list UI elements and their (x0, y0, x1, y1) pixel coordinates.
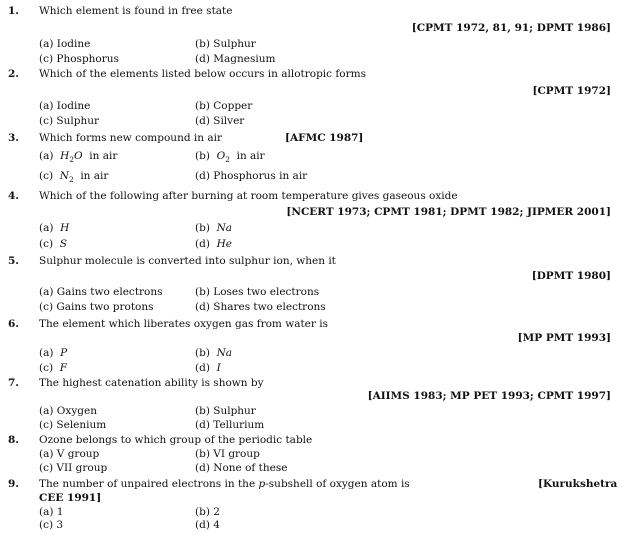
question-source: [MP PMT 1993] (517, 332, 611, 344)
question-source: [CPMT 1972] (532, 85, 611, 97)
option-c[interactable] (39, 238, 67, 252)
option-b[interactable]: (b) Loses two electrons (195, 286, 320, 298)
option-value: Na (216, 347, 233, 359)
option-d[interactable] (195, 238, 232, 252)
option-c[interactable]: (c) Phosphorus (39, 53, 119, 65)
option-suffix: in air (89, 150, 118, 162)
option-b[interactable] (195, 347, 232, 361)
option-label: (d) (195, 362, 210, 374)
question-source: [DPMT 1980] (531, 270, 611, 282)
question-source: [AIIMS 1983; MP PET 1993; CPMT 1997] (367, 390, 611, 402)
question-text: Ozone belongs to which group of the periodic table (39, 434, 313, 446)
option-value: S (59, 238, 67, 250)
option-label: (c) (39, 170, 54, 182)
question-text: Which element is found in free state (39, 5, 233, 17)
option-label: (a) (39, 222, 54, 234)
option-c[interactable]: (c) VII group (39, 462, 108, 474)
option-a[interactable] (39, 347, 67, 361)
question-source: [NCERT 1973; CPMT 1981; DPMT 1982; JIPMER 2001] (286, 206, 611, 218)
option-d[interactable]: (d) 4 (195, 519, 220, 531)
question-text: The highest catenation ability is shown by (39, 377, 264, 389)
question-number: 9. (8, 478, 19, 490)
option-c[interactable] (39, 362, 67, 376)
option-a[interactable]: (a) 1 (39, 506, 64, 518)
option-label: (b) (195, 347, 210, 359)
option-a[interactable]: (a) V group (39, 448, 100, 460)
question-text: Which of the elements listed below occurs in allotropic forms (39, 68, 366, 80)
formula-sub: 2 (68, 175, 74, 185)
option-suffix: in air (80, 170, 109, 182)
question-number: 6. (8, 318, 19, 330)
option-value: Na (216, 222, 233, 234)
option-value: F (59, 362, 68, 374)
option-a[interactable]: (a) Iodine (39, 100, 91, 112)
question-source: [AFMC 1987] (285, 132, 364, 144)
option-value: I (216, 362, 221, 374)
option-b[interactable]: (b) Sulphur (195, 38, 256, 50)
option-a[interactable]: (a) Iodine (39, 38, 91, 50)
option-label: (a) (39, 150, 54, 162)
question-text: The element which liberates oxygen gas from water is (39, 318, 328, 330)
option-a[interactable] (39, 150, 117, 165)
option-label: (d) (195, 238, 210, 250)
option-b[interactable]: (b) VI group (195, 448, 260, 460)
question-number: 3. (8, 132, 19, 144)
question-number: 5. (8, 255, 19, 267)
option-d[interactable]: (d) Shares two electrons (195, 301, 326, 313)
option-a[interactable]: (a) Gains two electrons (39, 286, 163, 298)
question-source: [CPMT 1972, 81, 91; DPMT 1986] (411, 22, 611, 34)
option-b[interactable] (195, 150, 265, 165)
option-suffix: in air (236, 150, 265, 162)
formula-n: N (59, 170, 69, 182)
option-label: (c) (39, 238, 54, 250)
question-number: 1. (8, 5, 19, 17)
question-text: Sulphur molecule is converted into sulphur ion, when it (39, 255, 336, 267)
option-d[interactable] (195, 362, 221, 376)
question-text-start: The number of unpaired electrons in the (39, 478, 259, 490)
question-source-continued: CEE 1991] (39, 492, 102, 504)
question-text-end: -subshell of oxygen atom is (265, 478, 410, 490)
option-label: (a) (39, 347, 54, 359)
option-d[interactable]: (d) None of these (195, 462, 288, 474)
option-b[interactable]: (b) 2 (195, 506, 220, 518)
question-source: [Kurukshetra (538, 478, 618, 490)
question-number: 7. (8, 377, 19, 389)
option-d[interactable]: (d) Magnesium (195, 53, 276, 65)
option-label: (b) (195, 222, 210, 234)
option-b[interactable] (195, 222, 232, 236)
question-text (39, 478, 439, 492)
option-c[interactable] (39, 170, 108, 185)
option-label: (b) (195, 150, 210, 162)
option-c[interactable]: (c) 3 (39, 519, 64, 531)
option-d[interactable]: (d) Silver (195, 115, 245, 127)
option-b[interactable]: (b) Sulphur (195, 405, 256, 417)
option-a[interactable]: (a) Oxygen (39, 405, 97, 417)
question-number: 4. (8, 190, 19, 202)
option-d[interactable]: (d) Phosphorus in air (195, 170, 308, 182)
formula-sub: 2 (69, 155, 74, 165)
formula-o: O (74, 150, 83, 162)
option-b[interactable]: (b) Copper (195, 100, 253, 112)
question-text-italic: p (258, 478, 266, 490)
option-value: H (60, 222, 70, 234)
question-text: Which of the following after burning at room temperature gives gaseous oxide (39, 190, 458, 202)
option-d[interactable]: (d) Tellurium (195, 419, 265, 431)
option-value: He (216, 238, 232, 250)
question-text: Which forms new compound in air (39, 132, 222, 144)
option-c[interactable]: (c) Gains two protons (39, 301, 154, 313)
question-number: 2. (8, 68, 19, 80)
option-label: (c) (39, 362, 54, 374)
option-value: P (60, 347, 68, 359)
formula-h: H (60, 150, 70, 162)
option-c[interactable]: (c) Sulphur (39, 115, 99, 127)
formula-sub: 2 (225, 155, 230, 165)
option-c[interactable]: (c) Selenium (39, 419, 107, 431)
option-a[interactable] (39, 222, 69, 236)
question-number: 8. (8, 434, 19, 446)
formula-o: O (216, 150, 226, 162)
